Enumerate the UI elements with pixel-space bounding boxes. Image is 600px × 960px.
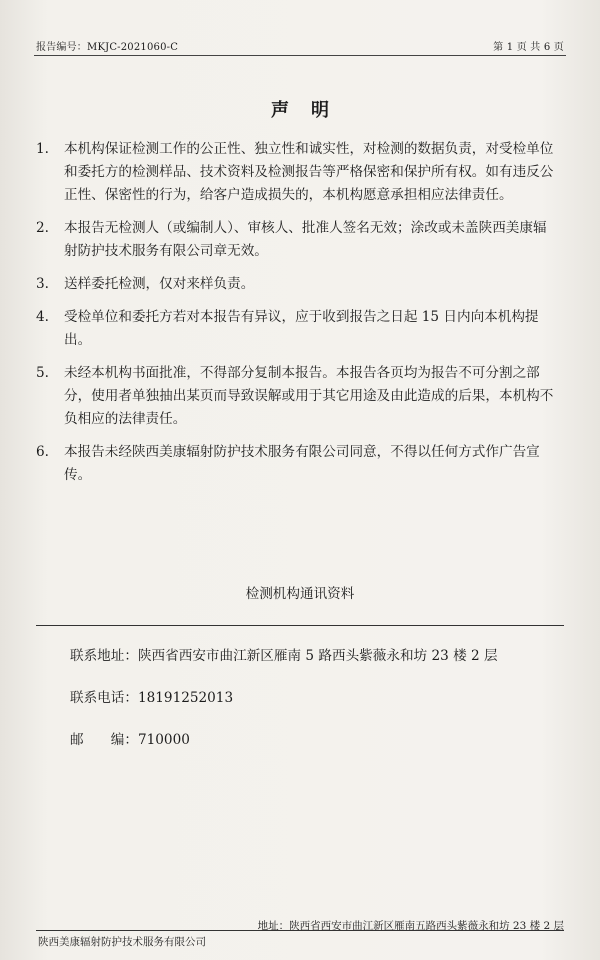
header-divider (34, 55, 566, 56)
statement-text: 送样委托检测，仅对来样负责。 (64, 276, 255, 292)
statement-item (36, 273, 560, 296)
statement-number: 2. (36, 220, 49, 236)
contact-phone-row (70, 686, 233, 706)
page-info: 第 1 页 共 6 页 (493, 42, 564, 53)
contact-address-row (70, 644, 498, 664)
statement-item (36, 217, 560, 263)
statement-item (36, 441, 560, 487)
statement-number: 1. (36, 141, 49, 157)
address-value: 陕西省西安市曲江新区雁南 5 路西头紫薇永和坊 23 楼 2 层 (137, 648, 498, 664)
statement-list (36, 138, 560, 497)
contact-divider (36, 625, 564, 626)
footer-divider (36, 930, 564, 931)
statement-text: 本报告未经陕西美康辐射防护技术服务有限公司同意，不得以任何方式作广告宣传。 (64, 444, 540, 483)
statement-text: 受检单位和委托方若对本报告有异议，应于收到报告之日起 15 日内向本机构提出。 (64, 309, 539, 348)
address-label: 联系地址： (70, 648, 138, 664)
phone-value: 18191252013 (137, 690, 234, 706)
statement-text: 本机构保证检测工作的公正性、独立性和诚实性，对检测的数据负责，对受检单位和委托方的检测样品、技术资料及检测报告等严格保密和保护所有权。如有违反公正性、保密性的行为，给客户造成损失的，本机构愿意承担相应法律责任。 (64, 141, 554, 203)
statement-text: 本报告无检测人（或编制人）、审核人、批准人签名无效；涂改或未盖陕西美康辐射防护技术服务有限公司章无效。 (64, 220, 547, 259)
postcode-value: 710000 (137, 732, 190, 748)
phone-label: 联系电话： (70, 690, 138, 706)
contact-section-title: 检测机构通讯资料 (245, 586, 355, 602)
footer-company: 陕西美康辐射防护技术服务有限公司 (38, 936, 206, 948)
statement-number: 4. (36, 309, 49, 325)
report-number: 报告编号：MKJC-2021060-C (36, 42, 179, 53)
contact-postcode-row (70, 728, 190, 748)
statement-number: 3. (36, 276, 49, 292)
statement-text: 未经本机构书面批准，不得部分复制本报告。本报告各页均为报告不可分割之部分，使用者单独抽出某页而导致误解或用于其它用途及由此造成的后果，本机构不负相应的法律责任。 (64, 365, 554, 427)
page-header (36, 38, 564, 53)
statement-item (36, 362, 560, 431)
statement-number: 5. (36, 365, 49, 381)
statement-number: 6. (36, 444, 49, 460)
page-title: 声明 (271, 100, 351, 121)
postcode-label: 邮 编： (70, 732, 138, 748)
statement-item (36, 306, 560, 352)
footer-address: 地址：陕西省西安市曲江新区雁南五路西头紫薇永和坊 23 楼 2 层 (257, 920, 564, 932)
statement-item (36, 138, 560, 207)
